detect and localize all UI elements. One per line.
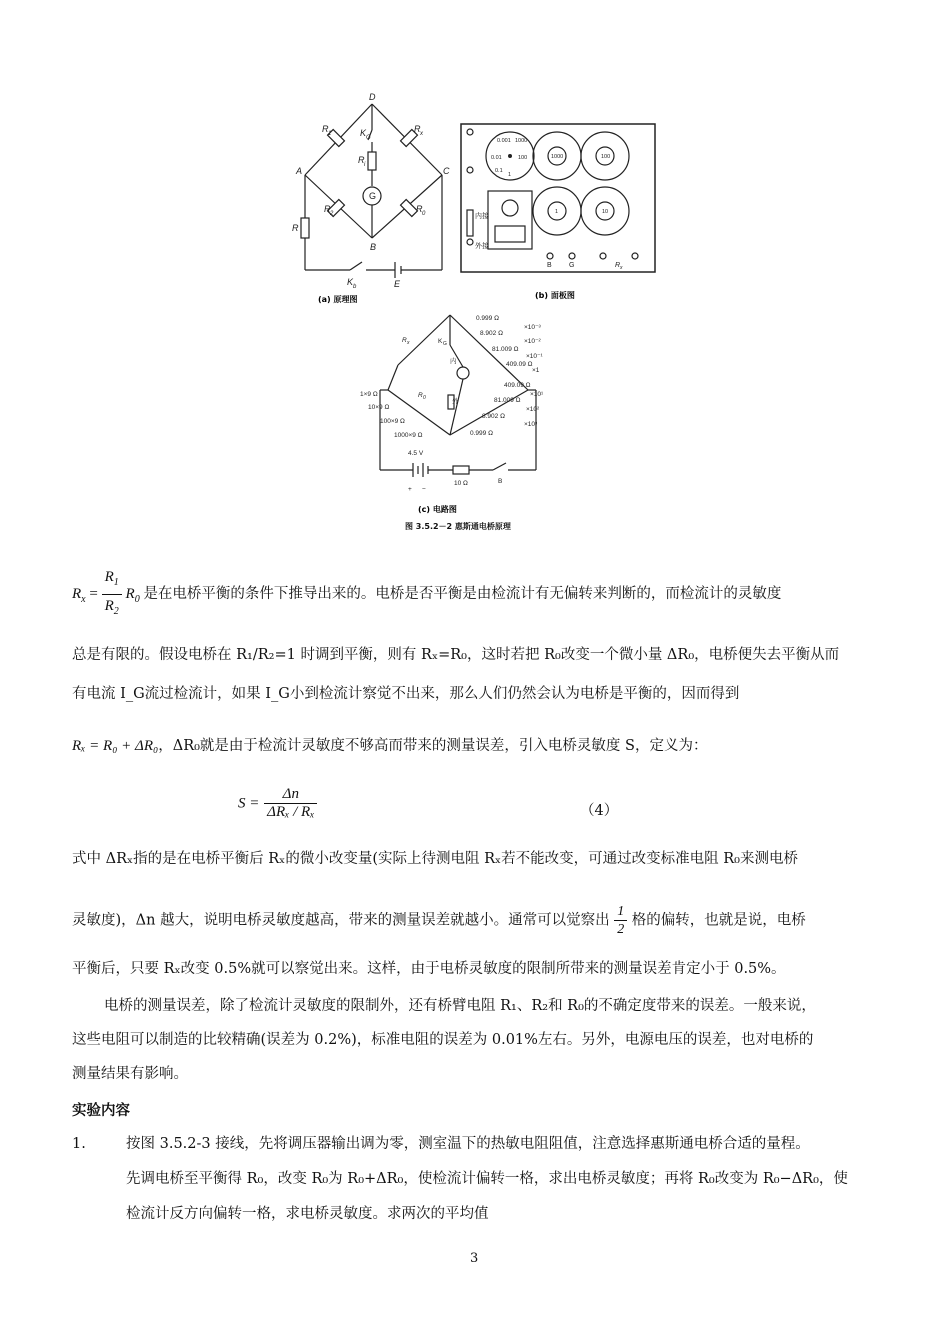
- para2-text2b: 格的偏转，也就是说，电桥: [631, 912, 806, 929]
- label-r0-sub: 0: [422, 211, 426, 217]
- para1-text1: 是在电桥平衡的条件下推导出来的。电桥是否平衡是由检流计有无偏转来判断的，而检流计的灵敏度: [143, 585, 782, 602]
- para1-line1: $R_x$ = $\frac{R_1}{R_2}$ $R_0$ 是在电桥平衡的条件下推导出来的。电桥是否平衡是由检流计有无偏转来判断的，而检流计的灵敏度: [72, 566, 781, 623]
- rx-fraction: [102, 566, 122, 623]
- dial1-label-2: 0.01: [491, 155, 502, 161]
- res-label-5: 81.009 Ω: [494, 397, 521, 404]
- res-label-6: 8.902 Ω: [482, 413, 505, 420]
- label-kb-sub: b: [353, 284, 357, 290]
- rx-num-sub: 1: [113, 577, 119, 588]
- rx-num: R: [104, 569, 114, 585]
- rx-lhs-sub: x: [81, 593, 86, 605]
- mult-label-0: ×10⁻³: [524, 324, 541, 331]
- label-rg: R: [358, 155, 365, 165]
- decade-label-3: 1000×9 Ω: [394, 432, 423, 439]
- section-title: 实验内容: [72, 1103, 130, 1119]
- item1-line1: 按图 3.5.2-3 接线，先将调压器输出调为零，测室温下的热敏电阻阻值，注意选择惠斯通电桥合适的量程。: [126, 1136, 810, 1152]
- figure-title: 图 3.5.2－2 惠斯通电桥原理: [405, 522, 511, 531]
- decade-label-0: 1×9 Ω: [360, 391, 378, 398]
- rx-label: R: [402, 337, 407, 344]
- dial4-value: 1: [555, 209, 559, 215]
- dial5-value: 10: [602, 209, 609, 215]
- half-num: 1: [614, 903, 627, 921]
- node-a: A: [296, 166, 303, 176]
- equation-tag: （4）: [580, 803, 619, 819]
- item1-line3: 检流计反方向偏转一格，求电桥灵敏度。求两次的平均值: [126, 1206, 489, 1222]
- para2-line3: 平衡后，只要 Rₓ改变 0.5%就可以察觉出来。这样，由于电桥灵敏度的限制所带来的测量误差肯定小于 0.5%。: [72, 961, 786, 977]
- para2-text2a: 灵敏度)，Δn 越大，说明电桥灵敏度越高，带来的测量误差就越小。通常可以觉察出: [72, 912, 610, 929]
- rx-label-sub: x: [407, 340, 410, 346]
- outer-label: 外: [452, 398, 459, 405]
- label-g-terminal: G: [569, 262, 575, 269]
- rx-tail: R: [125, 585, 135, 602]
- res-label-7: 0.999 Ω: [470, 430, 493, 437]
- caption-c: (c) 电路图: [418, 505, 457, 514]
- half-den: 2: [617, 922, 625, 937]
- galvanometer-g: G: [369, 191, 377, 201]
- s-lhs: S =: [238, 795, 260, 812]
- rx-tail-sub: 0: [134, 593, 140, 605]
- node-c: C: [443, 166, 450, 176]
- res-label-2: 81.009 Ω: [492, 346, 519, 353]
- label-rx-terminal: R: [615, 262, 621, 269]
- dial2-value: 1000: [551, 154, 564, 160]
- item1-line2: 先调电桥至平衡得 R₀，改变 R₀为 R₀+ΔR₀，使检流计偏转一格，求出电桥灵敏度；再将 R₀改变为 R₀−ΔR₀，使: [126, 1171, 848, 1187]
- dial1-label-5: 100: [518, 155, 528, 161]
- voltage-label: 4.5 V: [408, 450, 424, 457]
- para3-line1: 电桥的测量误差，除了检流计灵敏度的限制外，还有桥臂电阻 R₁、R₂和 R₀的不确定度带来的误差。一般来说，: [104, 998, 816, 1014]
- caption-a: (a) 原理图: [318, 295, 358, 304]
- formula-s: [238, 786, 317, 821]
- para3-line2: 这些电阻可以制造的比较精确(误差为 0.2%)，标准电阻的误差为 0.01%左右。另外，电源电压的误差，也对电桥的: [72, 1032, 814, 1048]
- decade-label-2: 100×9 Ω: [380, 418, 405, 425]
- r0-label: R: [418, 392, 423, 399]
- label-rx: R: [414, 124, 421, 134]
- item1-number: 1.: [72, 1136, 86, 1152]
- node-d: D: [369, 92, 376, 102]
- b-switch-label: B: [498, 478, 503, 485]
- rx-sum-formula: Rₓ = R₀ + ΔR₀: [72, 738, 159, 754]
- figure-a-principle: [290, 90, 450, 305]
- s-den: ΔRₓ / Rₓ: [267, 804, 315, 820]
- label-kb: K: [347, 277, 354, 287]
- minus-label: −: [422, 486, 426, 493]
- page-number: 3: [470, 1251, 479, 1266]
- label-r1-sub: 1: [328, 131, 332, 137]
- label-r0: R: [416, 204, 423, 214]
- kg-label: K: [438, 338, 443, 345]
- mult-label-3: ×1: [532, 367, 540, 374]
- label-b-terminal: B: [547, 262, 552, 269]
- figure-b-panel: [455, 118, 665, 303]
- rx-den: R: [104, 598, 114, 614]
- node-b: B: [370, 242, 377, 252]
- label-rx-sub: x: [420, 131, 423, 137]
- figure-c-circuit: [358, 305, 558, 520]
- res-label-1: 8.902 Ω: [480, 330, 503, 337]
- r0-label-sub: 0: [423, 395, 426, 401]
- label-e: E: [394, 279, 401, 289]
- rx-lhs: R: [72, 585, 82, 602]
- mult-label-4: ×10¹: [530, 391, 544, 398]
- dial1-label-3: 0.1: [495, 168, 503, 174]
- para2-line1: 式中 ΔRₓ指的是在电桥平衡后 Rₓ的微小改变量(实际上待测电阻 Rₓ若不能改变，可通过改变标准电阻 R₀来测电桥: [72, 851, 798, 867]
- label-outer: 外接: [475, 243, 489, 250]
- label-rx-terminal-sub: x: [620, 265, 623, 271]
- mult-label-6: ×10³: [524, 421, 538, 428]
- dial1-label-1: 1000: [515, 138, 528, 144]
- dial3-value: 100: [601, 154, 611, 160]
- label-rg-sub: i: [364, 162, 366, 168]
- res-label-4: 409.09 Ω: [504, 382, 531, 389]
- mult-label-5: ×10²: [526, 406, 540, 413]
- mult-label-1: ×10⁻²: [524, 338, 541, 345]
- label-r2-sub: 2: [330, 211, 334, 217]
- label-r: R: [292, 223, 299, 233]
- caption-b: (b) 面板图: [535, 291, 575, 300]
- res10-label: 10 Ω: [454, 480, 468, 487]
- kg-label-sub: G: [443, 341, 447, 347]
- label-r1: R: [322, 124, 329, 134]
- label-kg: K: [360, 128, 367, 138]
- mult-label-2: ×10⁻¹: [526, 353, 543, 360]
- res-label-3: 409.09 Ω: [506, 361, 533, 368]
- para2-line2: [72, 903, 806, 938]
- dial1-label-0: 0.001: [497, 138, 511, 144]
- para3-line3: 测量结果有影响。: [72, 1066, 188, 1082]
- rx-den-sub: 2: [113, 606, 119, 617]
- label-inner: 内接: [475, 213, 489, 220]
- res-label-0: 0.999 Ω: [476, 315, 499, 322]
- s-fraction: [264, 786, 317, 821]
- plus-label: +: [408, 486, 412, 493]
- para1-line4: [72, 735, 707, 757]
- decade-label-1: 10×9 Ω: [368, 404, 390, 411]
- para1-line3: 有电流 I_G流过检流计，如果 I_G小到检流计察觉不出来，那么人们仍然会认为电桥是平衡的，因而得到: [72, 686, 740, 702]
- inner-label: 内: [450, 358, 457, 365]
- para1-text4: ，ΔR₀就是由于检流计灵敏度不够高而带来的测量误差，引入电桥灵敏度 S，定义为：: [158, 738, 708, 754]
- label-r2: R: [324, 204, 331, 214]
- half-fraction: [614, 903, 627, 938]
- para1-line2: 总是有限的。假设电桥在 R₁/R₂=1 时调到平衡，则有 Rₓ=R₀，这时若把 R₀改变一个微小量 ΔR₀，电桥便失去平衡从而: [72, 647, 840, 663]
- dial1-label-4: 1: [508, 172, 512, 178]
- label-kg-sub: G: [366, 135, 371, 141]
- s-num: Δn: [264, 786, 317, 804]
